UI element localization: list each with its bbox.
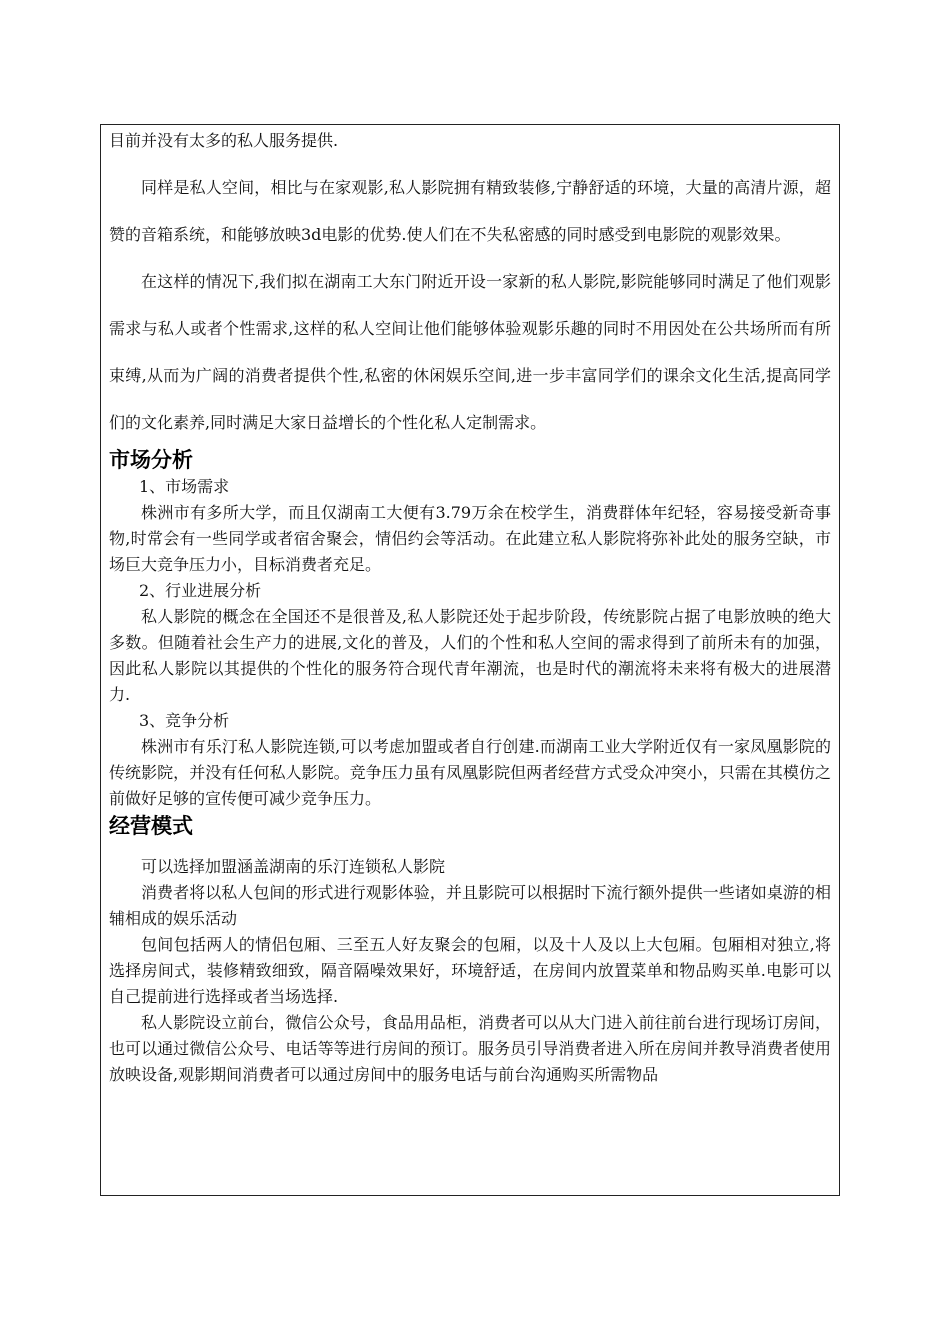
competition-text: 株洲市有乐汀私人影院连锁,可以考虑加盟或者自行创建.而湖南工业大学附近仅有一家凤凰影院的传统影院，并没有任何私人影院。竞争压力虽有凤凰影院但两者经营方式受众冲突小，只需在其模仿之前做好足够的宣传便可减少竞争压力。 xyxy=(109,737,831,808)
business-paragraph-3: 包间包括两人的情侣包厢、三至五人好友聚会的包厢，以及十人及以上大包厢。包厢相对独立,将选择房间式，装修精致细致，隔音隔噪效果好，环境舒适，在房间内放置菜单和物品购买单.电影可以自己提前进行选择或者当场选择. xyxy=(109,935,831,1006)
intro-paragraph-3: 在这样的情况下,我们拟在湖南工大东门附近开设一家新的私人影院,影院能够同时满足了他们观影需求与私人或者个性需求,这样的私人空间让他们能够体验观影乐趣的同时不用因处在公共场所而有所束缚,从而为广阔的消费者提供个性,私密的休闲娱乐空间,进一步丰富同学们的课余文化生活,提高同学们的文化素养,同时满足大家日益增长的个性化私人定制需求。 xyxy=(109,272,831,432)
intro-paragraph-2: 同样是私人空间，相比与在家观影,私人影院拥有精致装修,宁静舒适的环境，大量的高清片源，超赞的音箱系统，和能够放映3d电影的优势.使人们在不失私密感的同时感受到电影院的观影效果。 xyxy=(109,178,831,244)
market-demand-text: 株洲市有多所大学，而且仅湖南工大便有3.79万余在校学生，消费群体年纪轻，容易接受新奇事物,时常会有一些同学或者宿舍聚会，情侣约会等活动。在此建立私人影院将弥补此处的服务空缺，市场巨大竞争压力小，目标消费者充足。 xyxy=(109,503,831,574)
intro-paragraph-1-end: 目前并没有太多的私人服务提供. xyxy=(109,131,339,150)
heading-spacer xyxy=(109,840,831,854)
document-table-cell xyxy=(100,124,840,1196)
industry-progress-title: 2、行业进展分析 xyxy=(139,581,262,600)
market-demand-title: 1、市场需求 xyxy=(139,477,230,496)
competition-title: 3、竞争分析 xyxy=(139,711,230,730)
business-paragraph-4: 私人影院设立前台，微信公众号，食品用品柜，消费者可以从大门进入前往前台进行现场订房间，也可以通过微信公众号、电话等等进行房间的预订。服务员引导消费者进入所在房间并教导消费者使用放映设备,观影期间消费者可以通过房间中的服务电话与前台沟通购买所需物品 xyxy=(109,1013,831,1084)
document-body xyxy=(109,125,831,1088)
business-paragraph-1: 可以选择加盟涵盖湖南的乐汀连锁私人影院 xyxy=(141,857,446,876)
market-analysis-heading: 市场分析 xyxy=(109,448,193,472)
industry-progress-text: 私人影院的概念在全国还不是很普及,私人影院还处于起步阶段，传统影院占据了电影放映的绝大多数。但随着社会生产力的进展,文化的普及，人们的个性和私人空间的需求得到了前所未有的加强，因此私人影院以其提供的个性化的服务符合现代青年潮流，也是时代的潮流将未来将有极大的进展潜力. xyxy=(109,607,831,704)
business-model-heading: 经营模式 xyxy=(109,814,193,838)
business-paragraph-2: 消费者将以私人包间的形式进行观影体验，并且影院可以根据时下流行额外提供一些诸如桌游的相辅相成的娱乐活动 xyxy=(109,883,831,928)
